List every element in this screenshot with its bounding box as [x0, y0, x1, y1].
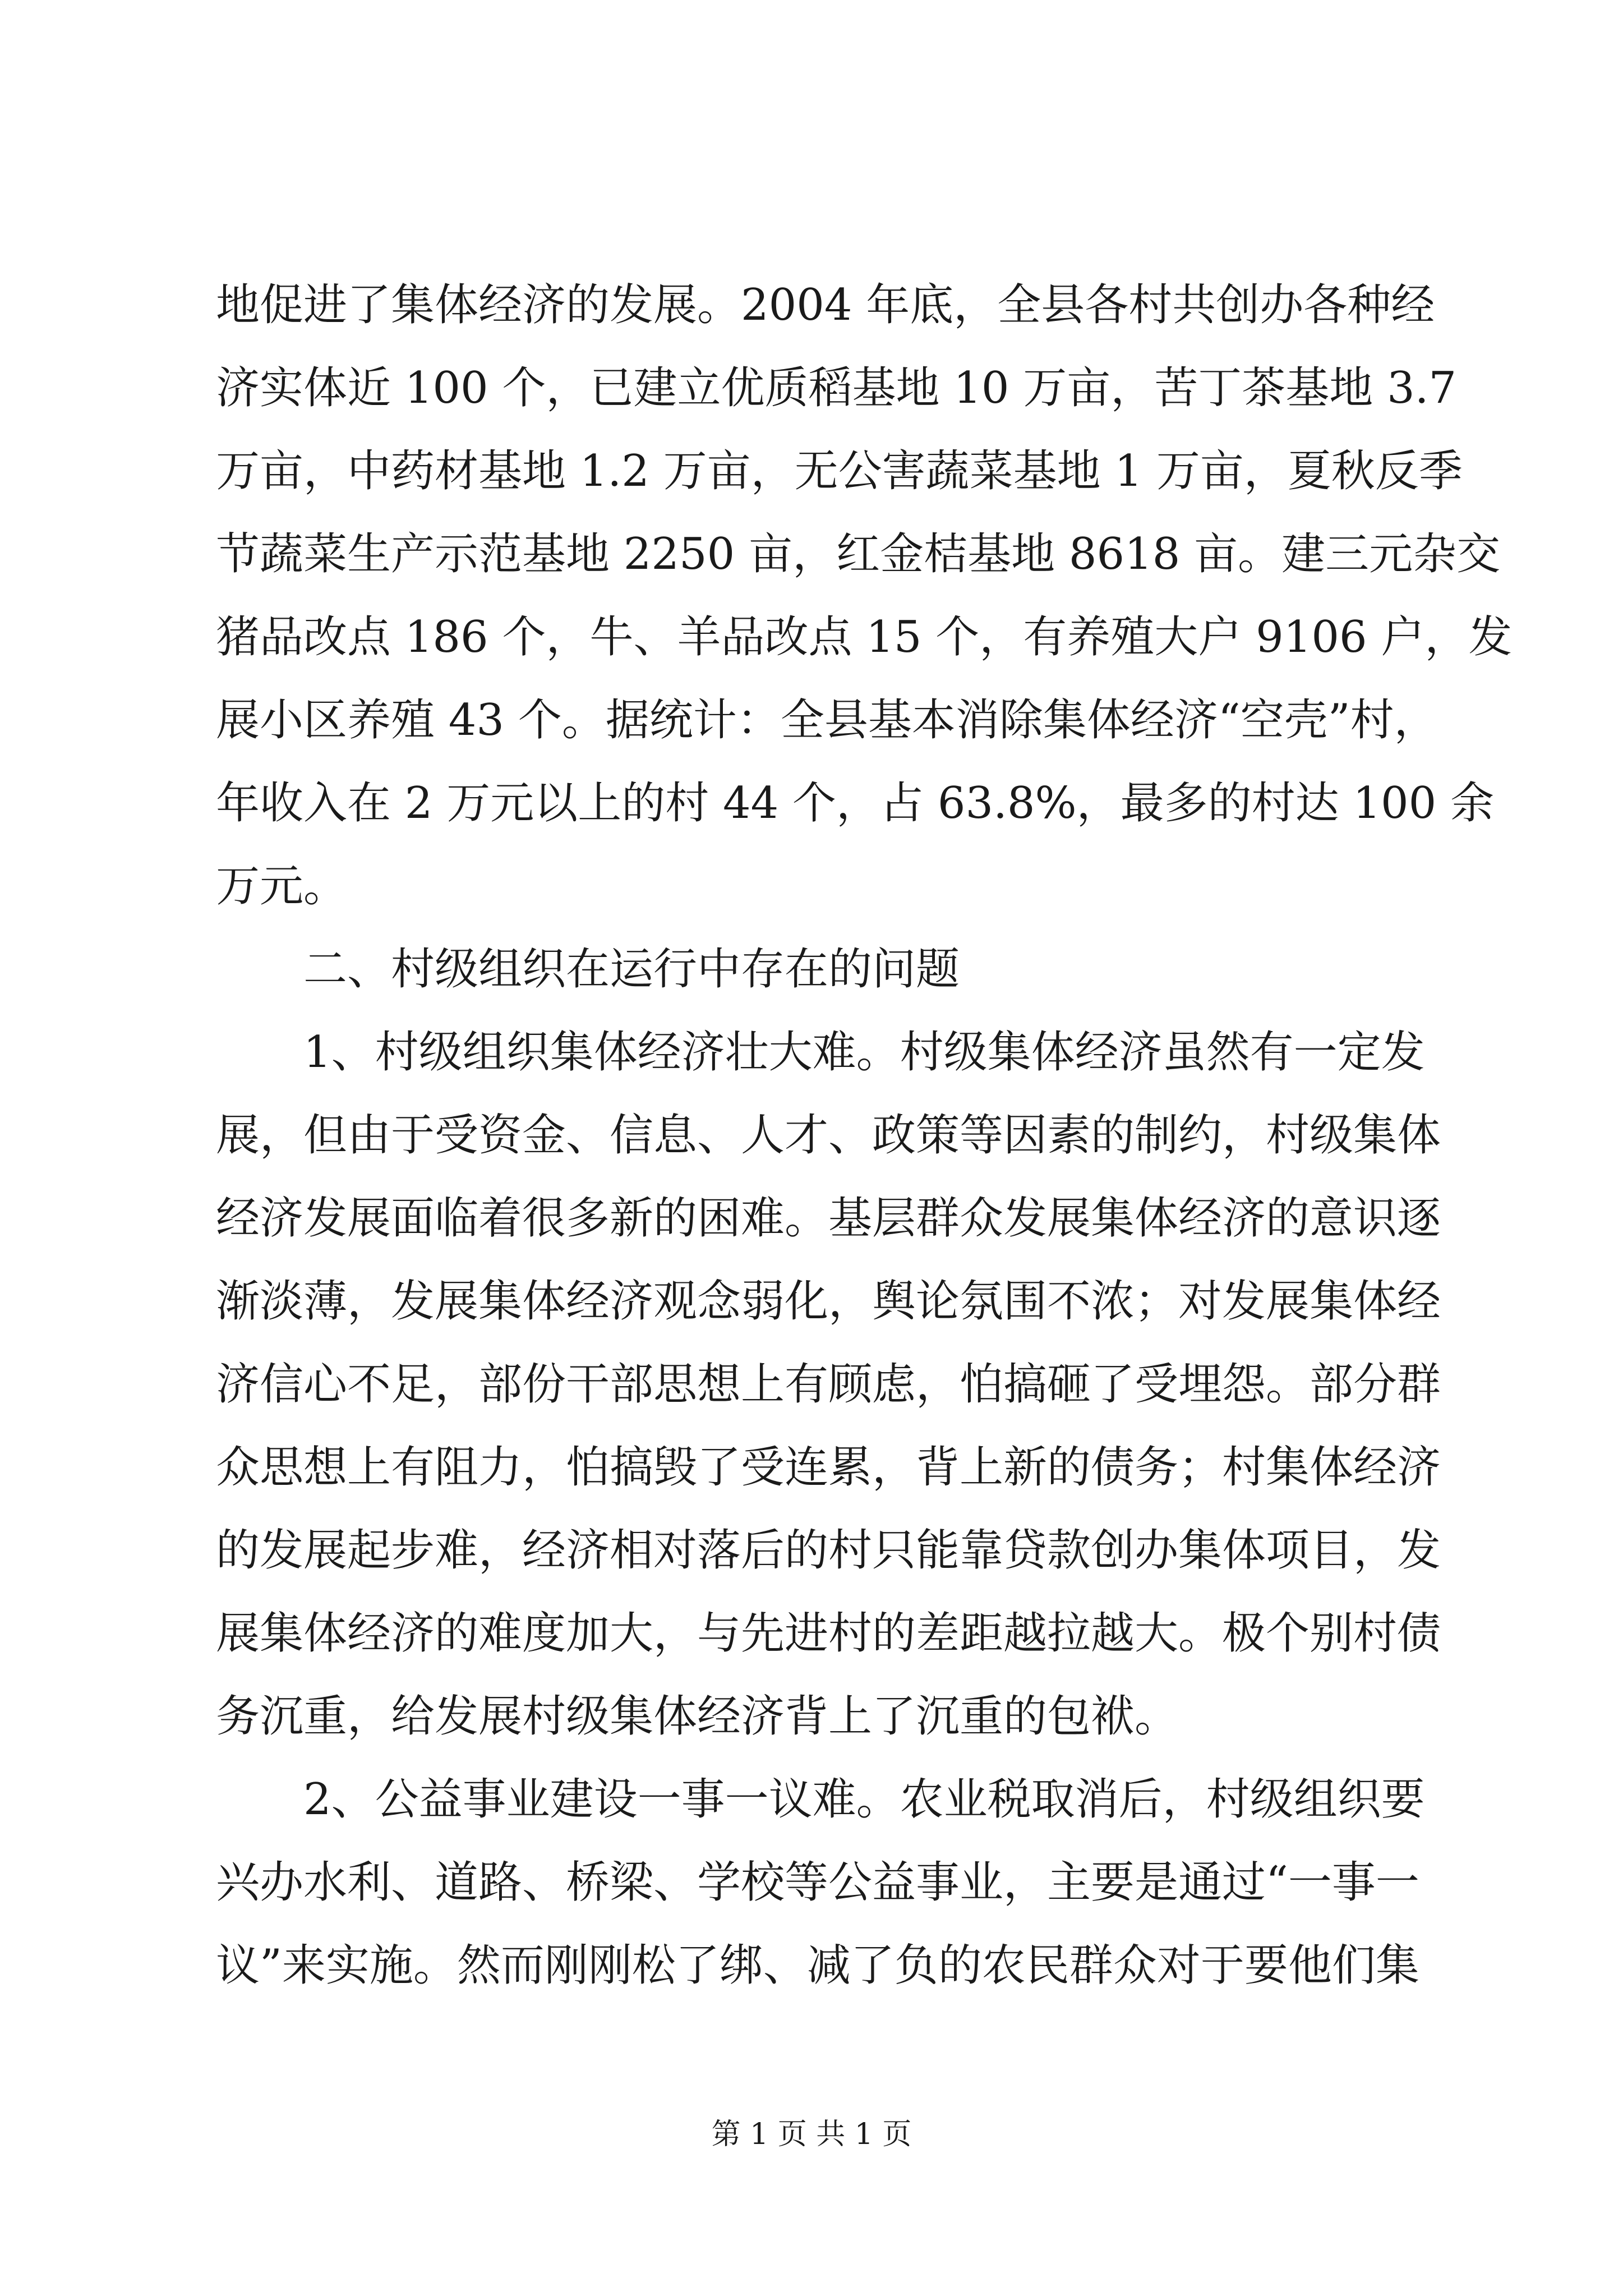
- text-line: 兴办水利、道路、桥梁、学校等公益事业，主要是通过“一事一: [216, 1857, 1419, 1908]
- text-line: 渐淡薄，发展集体经济观念弱化，舆论氛围不浓；对发展集体经: [216, 1276, 1441, 1327]
- text-line: 万元。: [216, 861, 348, 912]
- text-line: 济实体近 100 个，已建立优质稻基地 10 万亩，苦丁茶基地 3.7: [216, 363, 1457, 413]
- text-line: 务沉重，给发展村级集体经济背上了沉重的包袱。: [216, 1691, 1179, 1742]
- text-line: 展集体经济的难度加大，与先进村的差距越拉越大。极个别村债: [216, 1608, 1441, 1659]
- text-line: 节蔬菜生产示范基地 2250 亩，红金桔基地 8618 亩。建三元杂交: [216, 529, 1501, 579]
- page-footer: 第 1 页 共 1 页: [711, 2118, 912, 2151]
- text-line: 的发展起步难，经济相对落后的村只能靠贷款创办集体项目，发: [216, 1525, 1441, 1576]
- text-line: 经济发展面临着很多新的困难。基层群众发展集体经济的意识逐: [216, 1193, 1441, 1244]
- text-line: 展小区养殖 43 个。据统计：全县基本消除集体经济“空壳”村，: [216, 695, 1438, 746]
- text-line: 地促进了集体经济的发展。2004 年底，全县各村共创办各种经: [216, 280, 1435, 330]
- paragraph-first-line: 2、公益事业建设一事一议难。农业税取消后，村级组织要: [303, 1774, 1425, 1825]
- section-heading: 二、村级组织在运行中存在的问题: [303, 944, 960, 995]
- body-text: [216, 264, 1513, 2007]
- text-line: 展，但由于受资金、信息、人才、政策等因素的制约，村级集体: [216, 1110, 1441, 1161]
- text-line: 年收入在 2 万元以上的村 44 个，占 63.8%，最多的村达 100 余: [216, 778, 1495, 829]
- text-line: 济信心不足，部份干部思想上有顾虑，怕搞砸了受埋怨。部分群: [216, 1359, 1441, 1410]
- text-line: 万亩，中药材基地 1.2 万亩，无公害蔬菜基地 1 万亩，夏秋反季: [216, 446, 1463, 496]
- text-line: 议”来实施。然而刚刚松了绑、减了负的农民群众对于要他们集: [216, 1940, 1419, 1991]
- text-line: 猪品改点 186 个，牛、羊品改点 15 个，有养殖大户 9106 户，发: [216, 612, 1513, 662]
- paragraph-first-line: 1、村级组织集体经济壮大难。村级集体经济虽然有一定发: [303, 1027, 1425, 1078]
- text-line: 众思想上有阻力，怕搞毁了受连累，背上新的债务；村集体经济: [216, 1442, 1441, 1493]
